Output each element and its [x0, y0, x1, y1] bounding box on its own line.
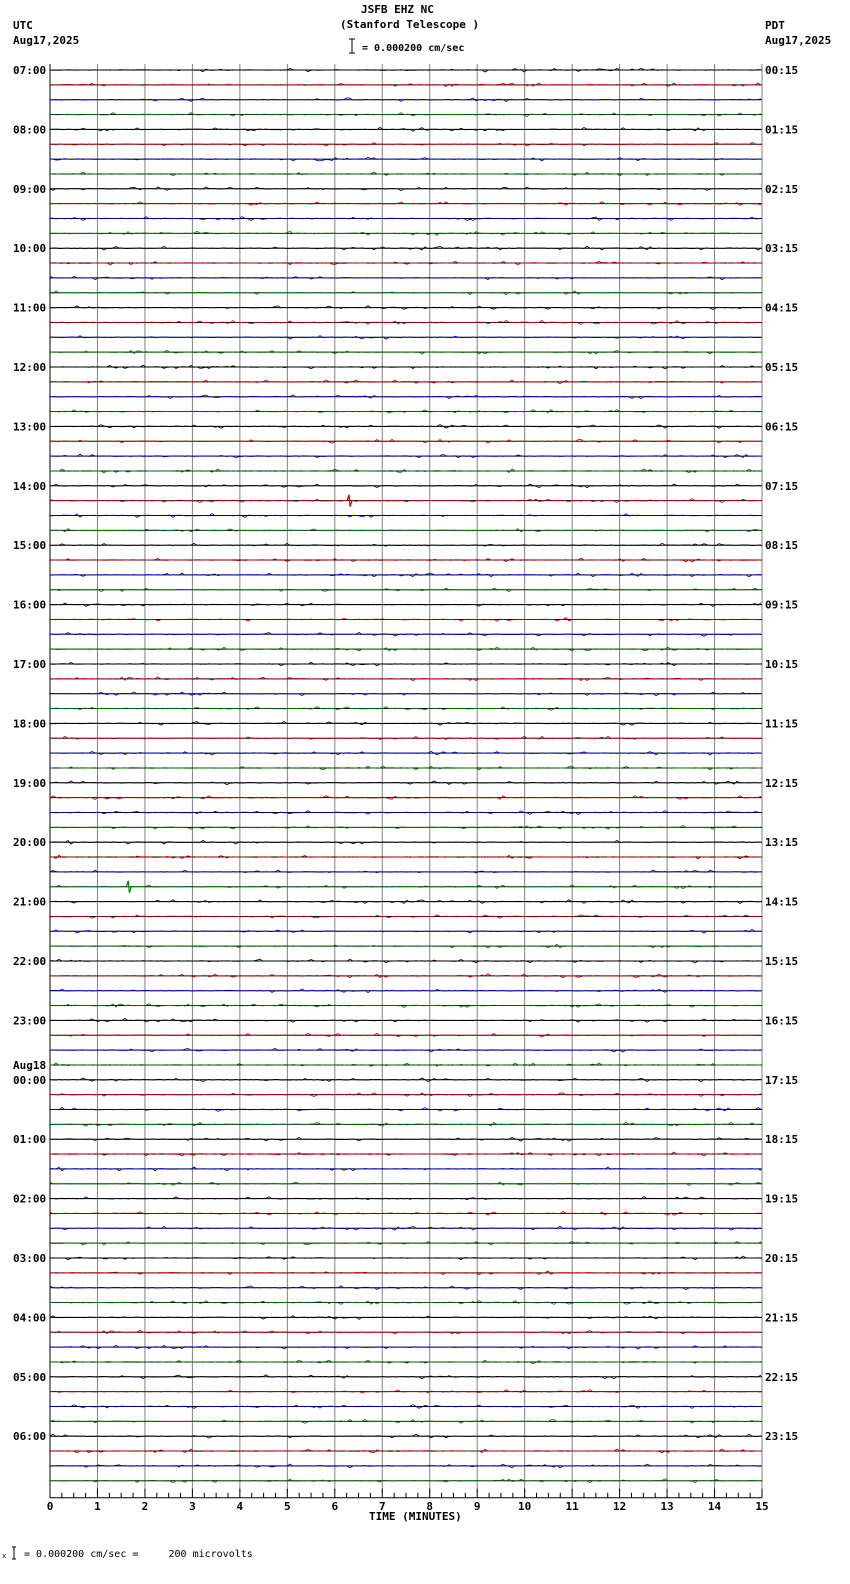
right-hour-label: 16:15 [765, 1014, 799, 1028]
right-hour-label: 08:15 [765, 539, 799, 553]
seismic-trace [50, 217, 761, 221]
seismic-trace [50, 573, 761, 577]
x-tick-label: 13 [660, 1499, 674, 1513]
left-hour-label: 23:00 [13, 1014, 47, 1028]
seismic-trace [50, 989, 761, 993]
seismic-trace [50, 632, 761, 636]
seismic-trace [50, 291, 761, 295]
right-hour-label: 15:15 [765, 955, 799, 968]
seismic-trace [50, 1375, 761, 1379]
seismic-trace [50, 647, 761, 651]
left-hour-label: 21:00 [13, 895, 47, 909]
left-hour-label: 22:00 [13, 955, 47, 968]
left-hour-label: 13:00 [13, 420, 47, 434]
x-tick-label: 10 [518, 1499, 532, 1513]
left-hour-label: 05:00 [13, 1370, 47, 1384]
x-axis-label: TIME (MINUTES) [369, 1510, 462, 1523]
right-hour-label: 20:15 [765, 1252, 799, 1265]
right-hour-label: 17:15 [765, 1073, 799, 1087]
footer-scale-icon [2, 1545, 22, 1561]
seismic-trace [50, 454, 761, 458]
right-hour-label: 06:15 [765, 420, 799, 434]
left-hour-label: 15:00 [13, 539, 47, 553]
seismic-trace [50, 588, 761, 591]
seismic-trace [50, 1048, 761, 1052]
x-tick-label: 15 [755, 1499, 769, 1513]
seismic-trace [50, 425, 761, 429]
seismic-trace [50, 202, 761, 206]
right-hour-label: 12:15 [765, 776, 799, 790]
x-tick-label: 8 [426, 1499, 434, 1513]
right-hour-label: 02:15 [765, 182, 799, 196]
scale-label: = 0.000200 cm/sec [362, 43, 465, 54]
seismic-trace [50, 1182, 761, 1186]
seismic-trace [50, 840, 761, 844]
left-hour-label: 11:00 [13, 301, 47, 315]
seismic-trace [50, 514, 761, 518]
right-hour-label: 19:15 [765, 1192, 799, 1206]
seismic-trace [50, 1122, 761, 1126]
right-hour-label: 01:15 [765, 123, 799, 137]
seismic-trace [50, 1226, 761, 1230]
right-hour-label: 07:15 [765, 479, 799, 493]
x-tick-label: 3 [189, 1499, 196, 1513]
left-hour-label: 02:00 [13, 1192, 47, 1206]
left-hour-label: 09:00 [13, 182, 47, 196]
seismic-trace [50, 1449, 761, 1453]
x-tick-label: 4 [236, 1499, 244, 1513]
left-hour-label: 17:00 [13, 658, 47, 671]
seismic-trace [50, 395, 761, 399]
right-hour-label: 03:15 [765, 242, 799, 256]
seismic-trace [50, 796, 761, 800]
right-hour-label: 22:15 [765, 1370, 799, 1384]
seismic-trace [50, 439, 761, 443]
x-tick-label: 9 [473, 1499, 481, 1513]
station-title: JSFB EHZ NC [361, 3, 434, 16]
seismic-trace [50, 721, 761, 725]
site-subtitle: (Stanford Telescope ) [340, 18, 480, 31]
seismic-trace [50, 1212, 761, 1216]
left-hour-label: 01:00 [13, 1133, 47, 1147]
seismic-trace [50, 1108, 761, 1112]
x-tick-label: 12 [612, 1499, 627, 1513]
seismic-trace [50, 365, 761, 369]
left-hour-label: 16:00 [13, 598, 47, 612]
right-hour-label: 10:15 [765, 658, 799, 671]
seismic-trace [50, 113, 761, 117]
seismic-trace [50, 1405, 761, 1409]
seismic-trace [50, 1479, 761, 1483]
seismic-trace [50, 1078, 761, 1082]
seismic-trace [50, 1420, 761, 1424]
seismic-trace [50, 484, 761, 488]
seismic-trace [50, 811, 761, 815]
seismic-trace [50, 959, 761, 963]
seismic-trace [50, 766, 761, 770]
seismic-trace [50, 231, 761, 235]
seismic-trace [50, 1464, 761, 1468]
seismic-trace [50, 662, 761, 666]
left-hour-label: 10:00 [13, 242, 47, 256]
right-hour-label: 00:15 [765, 64, 799, 77]
right-hour-label: 14:15 [765, 895, 799, 909]
seismic-trace [50, 603, 761, 607]
seismic-trace [50, 157, 761, 161]
right-hour-label: 13:15 [765, 836, 799, 850]
left-date: Aug17,2025 [13, 34, 80, 47]
footer-scale-note: = 0.000200 cm/sec = 200 microvolts [24, 1549, 253, 1560]
right-hour-label: 23:15 [765, 1430, 799, 1444]
left-hour-label: 03:00 [13, 1252, 47, 1265]
x-tick-label: 1 [94, 1499, 101, 1513]
right-timezone: PDT [765, 19, 785, 32]
left-hour-label: 12:00 [13, 361, 47, 374]
seismic-trace [50, 929, 761, 933]
seismic-trace [50, 529, 761, 533]
seismic-trace [50, 1330, 761, 1334]
left-hour-label: 20:00 [13, 836, 47, 850]
left-hour-label: 04:00 [13, 1311, 47, 1325]
left-hour-label: 18:00 [13, 717, 47, 731]
left-hour-label: 14:00 [13, 479, 47, 493]
left-hour-label: 06:00 [13, 1430, 47, 1444]
x-tick-label: 5 [284, 1499, 291, 1513]
right-hour-label: 18:15 [765, 1133, 799, 1147]
x-tick-label: 7 [378, 1499, 386, 1513]
seismic-trace [50, 276, 761, 279]
seismic-trace [50, 1434, 761, 1438]
right-hour-label: 11:15 [765, 717, 799, 731]
seismic-trace [50, 246, 761, 250]
seismic-trace [50, 1256, 761, 1260]
seismic-trace [50, 1033, 761, 1037]
x-tick-label: 0 [46, 1499, 54, 1513]
right-date: Aug17,2025 [765, 34, 832, 47]
x-tick-label: 2 [141, 1499, 149, 1513]
x-tick-label: 6 [331, 1499, 339, 1513]
seismic-trace [50, 142, 761, 145]
svg-text:x: x [2, 1552, 7, 1560]
seismic-trace [50, 915, 761, 918]
right-hour-label: 09:15 [765, 598, 799, 612]
seismic-trace [50, 127, 761, 131]
right-hour-label: 05:15 [765, 361, 799, 374]
left-hour-label: 08:00 [13, 123, 47, 137]
x-tick-label: 11 [565, 1499, 579, 1513]
seismic-trace [50, 380, 761, 384]
left-hour-label: 19:00 [13, 776, 47, 790]
seismic-trace [50, 885, 761, 889]
x-tick-label: 14 [707, 1499, 722, 1513]
date-change-label: Aug18 [13, 1058, 47, 1072]
left-timezone: UTC [13, 19, 33, 32]
right-hour-label: 04:15 [765, 301, 799, 315]
right-hour-label: 21:15 [765, 1311, 799, 1325]
seismic-trace [50, 1152, 761, 1156]
left-hour-label: 00:00 [13, 1073, 47, 1087]
seismic-trace [50, 1242, 761, 1245]
left-hour-label: 07:00 [13, 64, 47, 77]
seismic-trace [50, 172, 761, 176]
seismic-trace [50, 1286, 761, 1290]
